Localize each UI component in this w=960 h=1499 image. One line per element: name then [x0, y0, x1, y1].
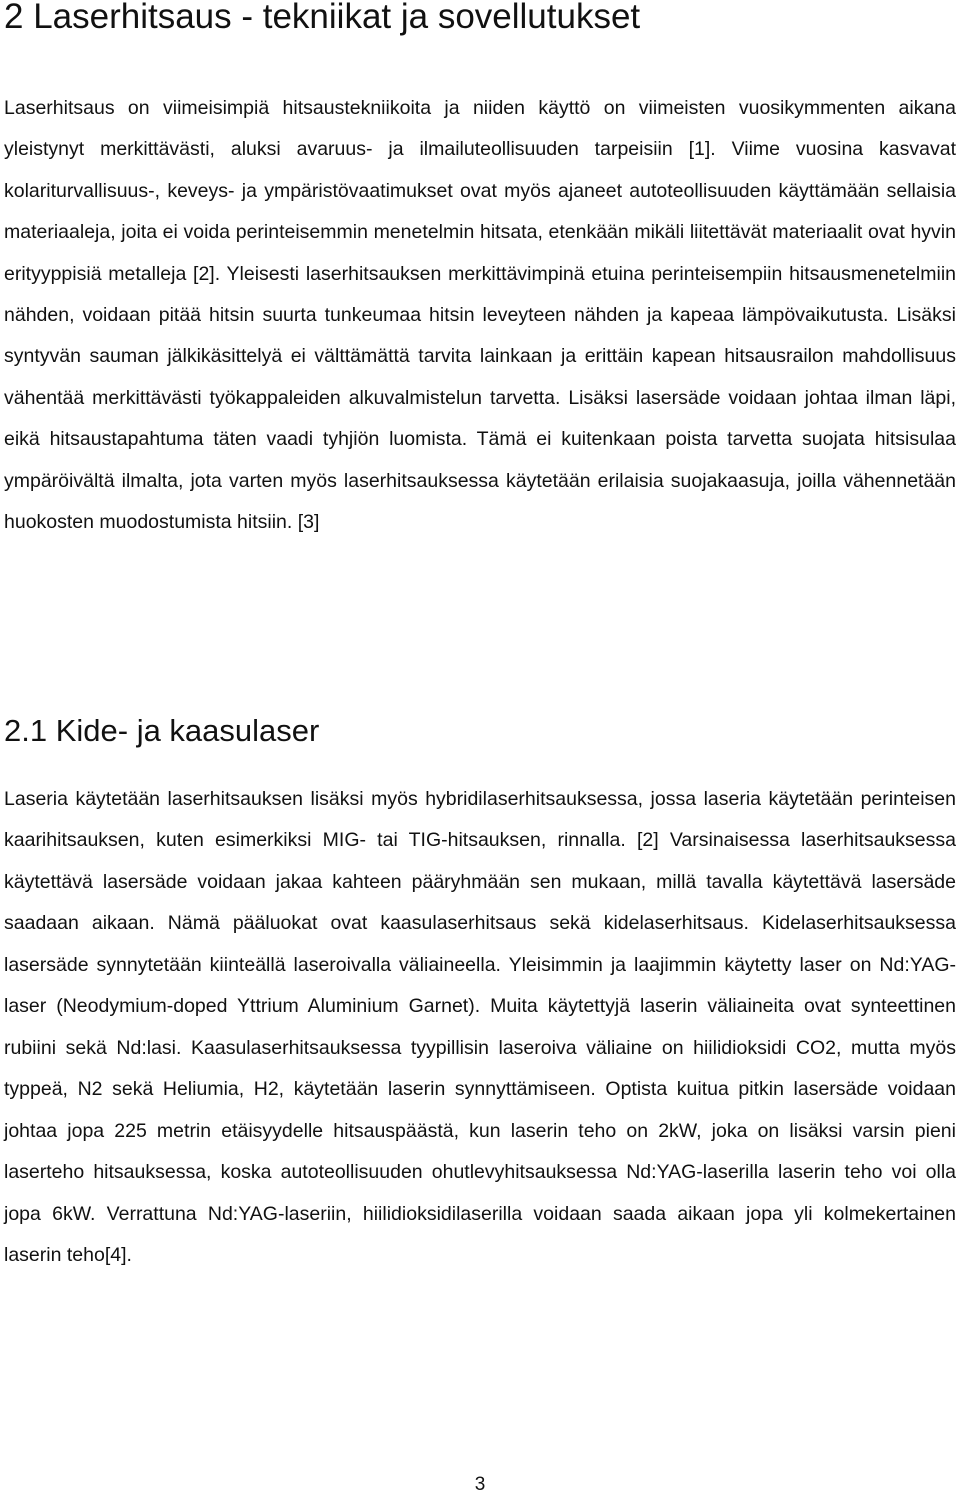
body-paragraph-1: Laserhitsaus on viimeisimpiä hitsaustekniikoita ja niiden käyttö on viimeisten vuosikymmenten aikana yleistynyt merkittävästi, aluksi avaruus- ja ilmailuteollisuuden tarpeisiin [1]. Viime vuosina kasvavat kolariturvallisuus-, keveys- ja ympäristövaatimukset ovat myös ajaneet autoteollisuuden käyttämään sellaisia materiaaleja, joita ei voida perinteisemmin menetelmin hitsata, etenkään mikäli liitettävät materiaalit ovat hyvin erityyppisiä metalleja [2]. Yleisesti laserhitsauksen merkittävimpinä etuina perinteisempiin hitsausmenetelmiin nähden, voidaan pitää hitsin suurta tunkeumaa hitsin leveyteen nähden ja kapeaa lämpövaikutusta. Lisäksi syntyvän sauman jälkikäsittelyä ei välttämättä tarvita lainkaan ja erittäin kapean hitsausrailon mahdollisuus vähentää merkittävästi työkappaleiden alkuvalmistelun tarvetta. Lisäksi lasersäde voidaan johtaa ilman läpi, eikä hitsaustapahtuma täten vaadi tyhjiön luomista. Tämä ei kuitenkaan poista tarvetta suojata hitsisulaa ympäröivältä ilmalta, jota varten myös laserhitsauksessa käytetään erilaisia suojakaasuja, joilla vähennetään huokosten muodostumista hitsiin. [3]: [4, 97, 956, 534]
body-paragraph-2: Laseria käytetään laserhitsauksen lisäksi myös hybridilaserhitsauksessa, jossa laseria käytetään perinteisen kaarihitsauksen, kuten esimerkiksi MIG- tai TIG-hitsauksen, rinnalla. [2] Varsinaisessa laserhitsauksessa käytettävä lasersäde voidaan jakaa kahteen pääryhmään sen mukaan, millä tavalla käytettävä lasersäde saadaan aikaan. Nämä pääluokat ovat kaasulaserhitsaus sekä kidelaserhitsaus. Kidelaserhitsauksessa lasersäde synnytetään kiinteällä laseroivalla väliaineella. Yleisimmin ja laajimmin käytetty laser on Nd:YAG-laser (Neodymium-doped Yttrium Aluminium Garnet). Muita käytettyjä laserin väliaineita ovat synteettinen rubiini sekä Nd:lasi. Kaasulaserhitsauksessa tyypillisin laseroiva väliaine on hiilidioksidi CO2, mutta myös typpeä, N2 sekä Heliumia, H2, käytetään laserin synnyttämiseen. Optista kuitua pitkin lasersäde voidaan johtaa jopa 225 metrin etäisyydelle hitsauspäästä, kun laserin teho on 2kW, joka on lisäksi varsin pieni laserteho hitsauksessa, koska autoteollisuuden ohutlevyhitsauksessa Nd:YAG-laserilla laserin teho voi olla jopa 6kW. Verrattuna Nd:YAG-laseriin, hiilidioksidilaserilla voidaan saada aikaan jopa yli kolmekertainen laserin teho[4].: [4, 788, 956, 1266]
section-heading: 2 Laserhitsaus - tekniikat ja sovellutukset: [4, 0, 641, 36]
subsection-heading: 2.1 Kide- ja kaasulaser: [4, 713, 320, 748]
page-number: 3: [474, 1474, 486, 1495]
